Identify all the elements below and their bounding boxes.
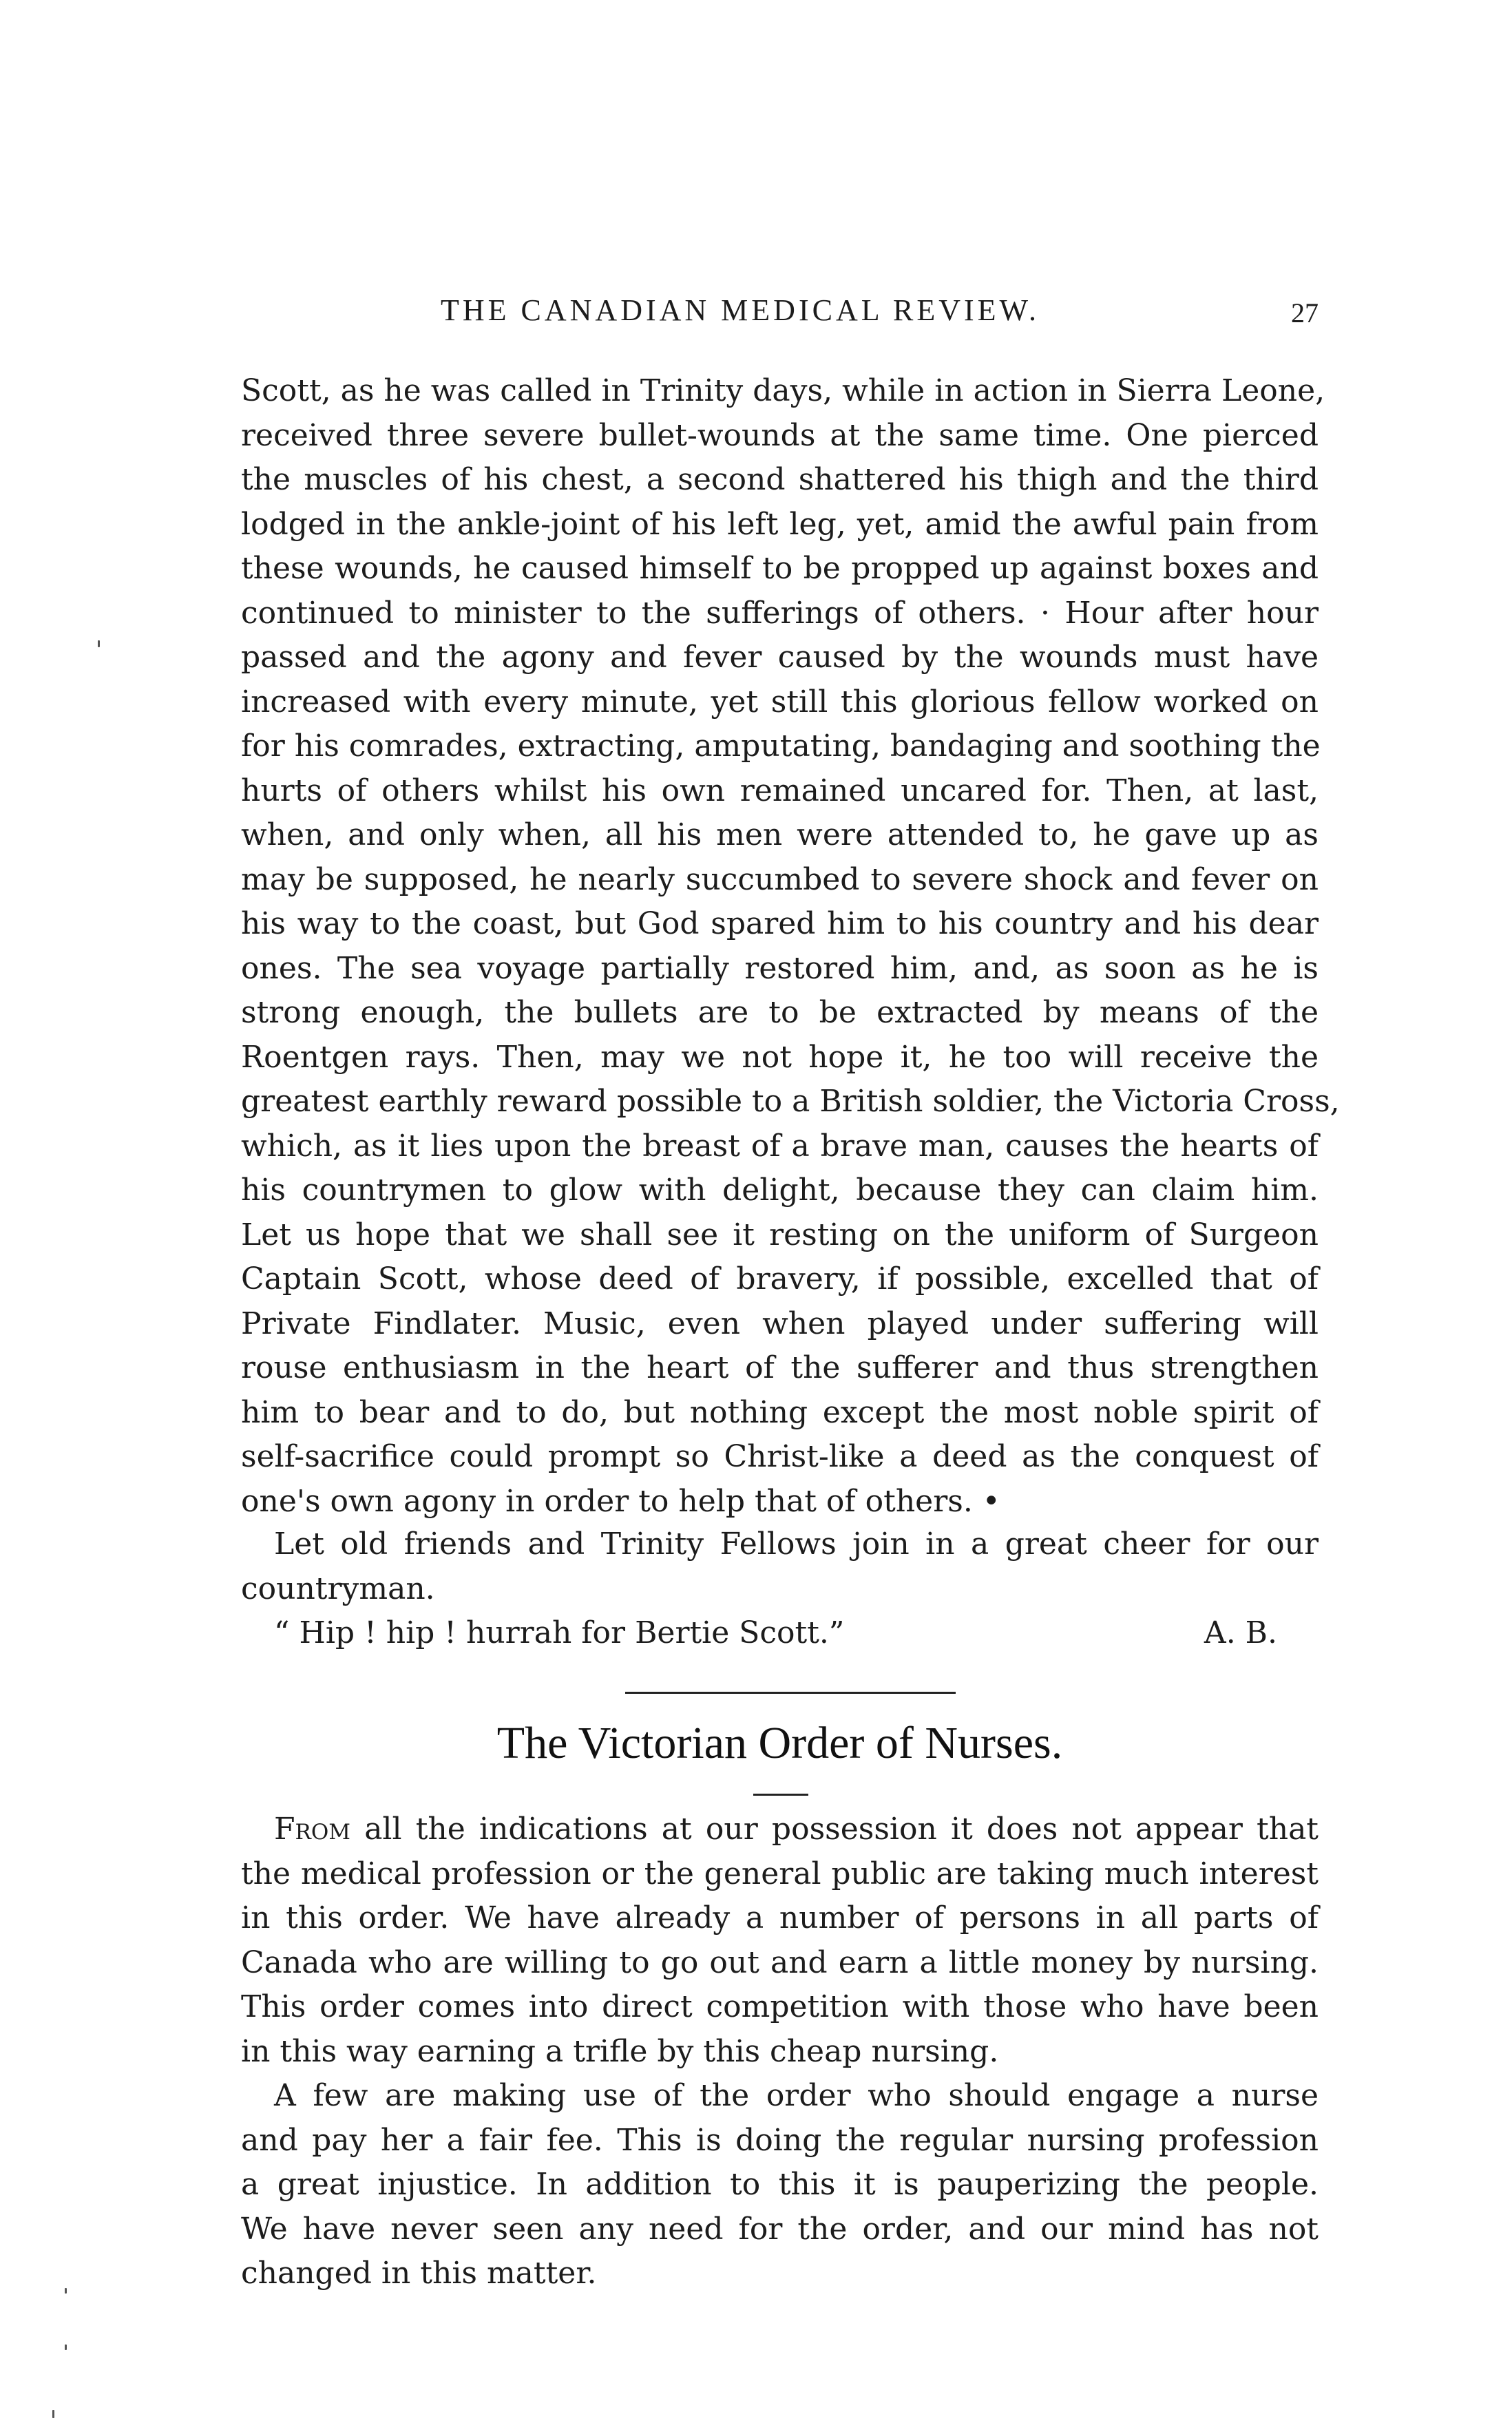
- page-number: 27: [1291, 297, 1319, 328]
- cheer-line: “ Hip ! hip ! hurrah for Bertie Scott.”: [274, 1615, 845, 1650]
- text-line: when, and only when, all his men were attended to, he gave up as: [241, 817, 1319, 852]
- text-line: hurts of others whilst his own remained uncared for. Then, at last,: [241, 773, 1319, 808]
- article-body: [241, 1807, 1319, 2296]
- text-line: the medical profession or the general public are taking much interest: [241, 1856, 1319, 1891]
- heading-rule: [753, 1794, 808, 1796]
- text-line: We have never seen any need for the order, and our mind has not: [241, 2211, 1319, 2247]
- text-line: lodged in the ankle-joint of his left leg, yet, amid the awful pain from: [241, 506, 1319, 542]
- text-line: continued to minister to the sufferings of others. · Hour after hour: [241, 595, 1319, 631]
- text-line: his way to the coast, but God spared him to his country and his dear: [241, 906, 1319, 941]
- scan-speck: [98, 640, 100, 647]
- text-line: countryman.: [241, 1571, 435, 1606]
- text-line: him to bear and to do, but nothing except the most noble spirit of: [241, 1394, 1319, 1430]
- text-line: his countrymen to glow with delight, because they can claim him.: [241, 1173, 1319, 1208]
- journal-title: THE CANADIAN MEDICAL REVIEW.: [441, 293, 1040, 327]
- text-line: in this way earning a trifle by this cheap nursing.: [241, 2033, 999, 2069]
- text-line: a great injustice. In addition to this it is pauperizing the people.: [241, 2167, 1319, 2202]
- text-line: in this order. We have already a number of persons in all parts of: [241, 1900, 1319, 1935]
- text-line: may be supposed, he nearly succumbed to severe shock and fever on: [241, 861, 1319, 897]
- text-line: strong enough, the bullets are to be extracted by means of the: [241, 995, 1319, 1030]
- text-line: changed in this matter.: [241, 2256, 597, 2291]
- scan-speck: [52, 2410, 54, 2418]
- text-line: which, as it lies upon the breast of a brave man, causes the hearts of: [241, 1128, 1319, 1164]
- text-line: for his comrades, extracting, amputating, bandaging and soothing the: [241, 728, 1321, 764]
- text-line: ones. The sea voyage partially restored him, and, as soon as he is: [241, 950, 1319, 986]
- text-line: Scott, as he was called in Trinity days, while in action in Sierra Leone,: [241, 373, 1325, 408]
- scan-speck: [65, 2344, 67, 2350]
- author-signature: A. B.: [1204, 1615, 1277, 1650]
- scan-speck: [65, 2288, 67, 2294]
- text-line: [241, 1807, 1319, 1852]
- text-line: Let us hope that we shall see it resting on the uniform of Surgeon: [241, 1217, 1319, 1252]
- section-divider: [625, 1692, 956, 1694]
- text-line: Canada who are willing to go out and earn a little money by nursing.: [241, 1944, 1319, 1980]
- text-line: rouse enthusiasm in the heart of the sufferer and thus strengthen: [241, 1350, 1319, 1385]
- text-line: self-sacrifice could prompt so Christ-like a deed as the conquest of: [241, 1439, 1319, 1474]
- text-line-rest: all the indications at our possession it does not appear that: [350, 1812, 1319, 1847]
- text-line: received three severe bullet-wounds at the same time. One pierced: [241, 417, 1319, 453]
- article-closing: [241, 1522, 1319, 1656]
- text-line: increased with every minute, yet still this glorious fellow worked on: [241, 684, 1319, 720]
- text-line: Let old friends and Trinity Fellows join in a great cheer for our: [274, 1527, 1319, 1562]
- running-head: [241, 293, 1319, 334]
- text-line: and pay her a fair fee. This is doing the regular nursing profession: [241, 2122, 1319, 2158]
- text-line: the muscles of his chest, a second shattered his thigh and the third: [241, 462, 1319, 497]
- drop-first-word: From: [274, 1812, 351, 1847]
- text-line: passed and the agony and fever caused by the wounds must have: [241, 640, 1319, 675]
- text-line: greatest earthly reward possible to a British soldier, the Victoria Cross,: [241, 1084, 1340, 1119]
- text-line: Roentgen rays. Then, may we not hope it, he too will receive the: [241, 1039, 1319, 1075]
- article-continuation-body: [241, 369, 1340, 1524]
- cheer-and-signature-row: [241, 1611, 1319, 1656]
- text-line: A few are making use of the order who should engage a nurse: [274, 2078, 1319, 2113]
- article-heading: The Victorian Order of Nurses.: [496, 1718, 1063, 1768]
- text-line: Private Findlater. Music, even when played under suffering will: [241, 1305, 1319, 1341]
- text-line: This order comes into direct competition with those who have been: [241, 1989, 1319, 2024]
- text-line: these wounds, he caused himself to be propped up against boxes and: [241, 551, 1319, 586]
- text-line: Captain Scott, whose deed of bravery, if possible, excelled that of: [241, 1261, 1319, 1297]
- text-line: one's own agony in order to help that of others. •: [241, 1483, 1000, 1519]
